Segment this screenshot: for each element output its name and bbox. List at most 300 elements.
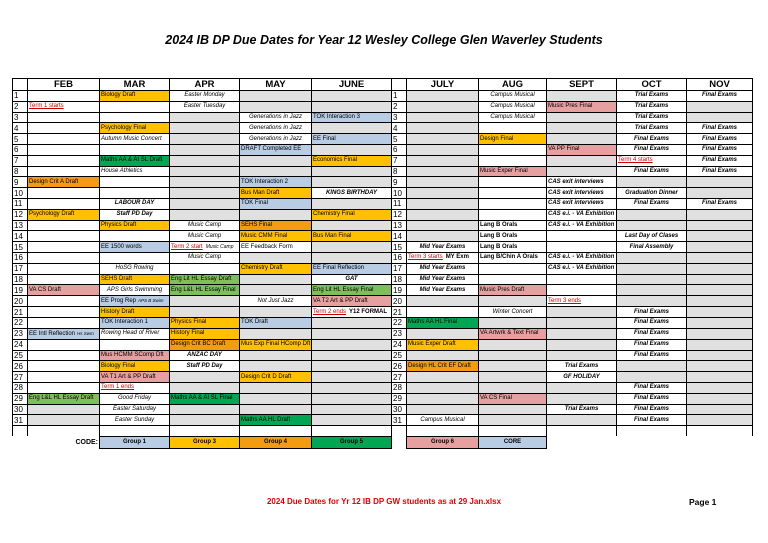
month-header-aug: AUG: [479, 79, 547, 91]
cell-aug26: [479, 361, 547, 372]
day-row: [13, 220, 753, 231]
day-number: 18: [392, 274, 407, 285]
cell-jul16: [407, 252, 479, 263]
cell-may18: [240, 274, 312, 285]
cell-apr1: Easter Monday: [170, 91, 240, 102]
day-number: 17: [13, 263, 28, 274]
spacer-cell: [687, 426, 753, 437]
cell-mar11: LABOUR DAY: [100, 198, 170, 209]
day-number: 2: [13, 101, 28, 112]
cell-aug2: Campus Musical: [479, 101, 547, 112]
cell-nov10: [687, 188, 753, 199]
cell-sep16: CAS e.i. - VA Exhibition: [547, 252, 617, 263]
day-number: 16: [13, 252, 28, 263]
cell-jun3: TOK Interaction 3: [312, 112, 392, 123]
day-number: 2: [392, 101, 407, 112]
cell-mar29: Good Friday: [100, 393, 170, 404]
cell-apr25: ANZAC DAY: [170, 350, 240, 361]
cell-aug29: VA CS Final: [479, 393, 547, 404]
cell-jun28: [312, 382, 392, 393]
day-number: 11: [392, 198, 407, 209]
cell-nov27: [687, 372, 753, 383]
cell-apr11: [170, 198, 240, 209]
cell-feb23: [28, 328, 100, 339]
day-number: 6: [392, 144, 407, 155]
cell-nov23: [687, 328, 753, 339]
music-camp-text: Music Camp: [205, 243, 234, 250]
cell-jun13: [312, 220, 392, 231]
cell-may11: TOK Final: [240, 198, 312, 209]
cell-feb12: Psychology Draft: [28, 209, 100, 220]
cell-nov16: [687, 252, 753, 263]
cell-jul13: [407, 220, 479, 231]
cell-sep20: Term 3 ends: [547, 296, 617, 307]
cell-feb7: [28, 155, 100, 166]
day-number: 22: [392, 317, 407, 328]
spacer-cell: [312, 426, 392, 437]
day-number: 23: [392, 328, 407, 339]
day-row: [13, 177, 753, 188]
cell-jun6: [312, 144, 392, 155]
cell-jul19: Mid Year Exams: [407, 285, 479, 296]
cell-jul27: [407, 372, 479, 383]
cell-jul30: [407, 404, 479, 415]
day-row: [13, 404, 753, 415]
cell-mar22: TOK Interaction 1: [100, 317, 170, 328]
cell-nov29: [687, 393, 753, 404]
day-row: [13, 307, 753, 318]
day-number: 1: [13, 91, 28, 102]
day-row: [13, 101, 753, 112]
cell-aug13: Lang B Orals: [479, 220, 547, 231]
cell-oct11: Final Exams: [617, 198, 687, 209]
cell-may19: [240, 285, 312, 296]
day-number: 22: [13, 317, 28, 328]
cell-jun7: Economics Final: [312, 155, 392, 166]
cell-aug28: [479, 382, 547, 393]
cell-may26: [240, 361, 312, 372]
cell-may23: [240, 328, 312, 339]
cell-aug10: [479, 188, 547, 199]
cell-oct8: Final Exams: [617, 166, 687, 177]
month-header-row: [13, 79, 753, 91]
day-row: [13, 112, 753, 123]
cell-nov13: [687, 220, 753, 231]
cell-mar30: Easter Saturday: [100, 404, 170, 415]
cell-jun11: [312, 198, 392, 209]
cell-aug7: [479, 155, 547, 166]
cell-may6: DRAFT Completed EE: [240, 144, 312, 155]
spacer-cell: [547, 426, 617, 437]
day-number: 31: [13, 415, 28, 426]
day-number: 8: [392, 166, 407, 177]
cell-jun14: Bus Man Final: [312, 231, 392, 242]
cell-aug3: Campus Musical: [479, 112, 547, 123]
cell-feb21: [28, 307, 100, 318]
cell-may5: Generations in Jazz: [240, 134, 312, 145]
cell-jul4: [407, 123, 479, 134]
cell-nov3: [687, 112, 753, 123]
day-number: 5: [13, 134, 28, 145]
day-row: [13, 144, 753, 155]
day-row: [13, 123, 753, 134]
cell-aug22: [479, 317, 547, 328]
cell-nov31: [687, 415, 753, 426]
cell-aug15: Lang B Orals: [479, 242, 547, 253]
cell-jun20: VA T2 Art & PP Draft: [312, 296, 392, 307]
cell-mar26: Biology Final: [100, 361, 170, 372]
cell-mar21: History Draft: [100, 307, 170, 318]
day-number: 20: [13, 296, 28, 307]
cell-feb19: VA CS Draft: [28, 285, 100, 296]
cell-oct9: [617, 177, 687, 188]
cell-oct20: [617, 296, 687, 307]
cell-may15: EE Feedback Form: [240, 242, 312, 253]
corner-cell: [13, 79, 28, 91]
code-group-5: Group 5: [312, 436, 392, 448]
day-number: 21: [13, 307, 28, 318]
cell-may1: [240, 91, 312, 102]
cell-may16: [240, 252, 312, 263]
cell-oct7: Term 4 starts: [617, 155, 687, 166]
cell-sep6: VA PP Final: [547, 144, 617, 155]
code-group-3: Group 3: [170, 436, 240, 448]
cell-jun23: [312, 328, 392, 339]
cell-jun1: [312, 91, 392, 102]
cell-apr4: [170, 123, 240, 134]
cell-jul25: [407, 350, 479, 361]
cell-nov1: Final Exams: [687, 91, 753, 102]
cell-apr18: Eng Lit HL Essay Draft: [170, 274, 240, 285]
cell-jun19: Eng Lit HL Essay Final: [312, 285, 392, 296]
cell-apr21: [170, 307, 240, 318]
cell-aug14: Lang B Orals: [479, 231, 547, 242]
spacer-cell: [170, 426, 240, 437]
cell-sep22: [547, 317, 617, 328]
cell-jul23: [407, 328, 479, 339]
cell-jul20: [407, 296, 479, 307]
cell-aug16: Lang B/Chin A Orals: [479, 252, 547, 263]
cell-oct18: [617, 274, 687, 285]
day-number: 24: [13, 339, 28, 350]
cell-sep13: CAS e.i. - VA Exhibition: [547, 220, 617, 231]
term-2-start-text: Term 2 start: [171, 243, 203, 250]
cell-jun16: [312, 252, 392, 263]
cell-jun25: [312, 350, 392, 361]
day-row: [13, 263, 753, 274]
cell-nov19: [687, 285, 753, 296]
cell-jul11: [407, 198, 479, 209]
day-number: 15: [392, 242, 407, 253]
day-row: [13, 231, 753, 242]
cell-aug25: [479, 350, 547, 361]
cell-feb11: [28, 198, 100, 209]
day-row: [13, 242, 753, 253]
cell-may13: SEHS Final: [240, 220, 312, 231]
cell-apr9: [170, 177, 240, 188]
cell-aug31: [479, 415, 547, 426]
cell-mar6: [100, 144, 170, 155]
cell-aug17: [479, 263, 547, 274]
cell-may21: [240, 307, 312, 318]
cell-feb24: [28, 339, 100, 350]
cell-oct28: Final Exams: [617, 382, 687, 393]
cell-apr30: [170, 404, 240, 415]
cell-aug24: [479, 339, 547, 350]
month-header-mar: MAR: [100, 79, 170, 91]
cell-jul6: [407, 144, 479, 155]
day-col-header: [392, 79, 407, 91]
cell-nov20: [687, 296, 753, 307]
cell-jun5: EE Final: [312, 134, 392, 145]
cell-mar13: Physics Draft: [100, 220, 170, 231]
cell-jun10: KINGS BIRTHDAY: [312, 188, 392, 199]
cell-aug27: [479, 372, 547, 383]
cell-jul10: [407, 188, 479, 199]
cell-mar16: [100, 252, 170, 263]
day-number: 27: [392, 372, 407, 383]
cell-apr3: [170, 112, 240, 123]
cell-may10: Bus Man Draft: [240, 188, 312, 199]
day-number: 14: [13, 231, 28, 242]
cell-nov5: Final Exams: [687, 134, 753, 145]
day-number: 6: [13, 144, 28, 155]
cell-may28: [240, 382, 312, 393]
cell-oct6: Final Exams: [617, 144, 687, 155]
ee-intl-reflection-text: EE Intl Reflection: [29, 330, 76, 337]
day-row: [13, 296, 753, 307]
cell-mar9: [100, 177, 170, 188]
day-number: 26: [392, 361, 407, 372]
day-row: [13, 382, 753, 393]
day-row: [13, 393, 753, 404]
cell-mar28: Term 1 ends: [100, 382, 170, 393]
cell-oct10: Graduation Dinner: [617, 188, 687, 199]
code-core: CORE: [479, 436, 547, 448]
cell-mar23: Rowing Head of River: [100, 328, 170, 339]
cell-nov15: [687, 242, 753, 253]
day-number: 30: [13, 404, 28, 415]
cell-jul8: [407, 166, 479, 177]
day-number: 19: [392, 285, 407, 296]
day-row: [13, 252, 753, 263]
cell-nov28: [687, 382, 753, 393]
cell-mar10: [100, 188, 170, 199]
cell-feb16: [28, 252, 100, 263]
cell-jun29: [312, 393, 392, 404]
cell-sep9: CAS exit interviews: [547, 177, 617, 188]
cell-oct31: Final Exams: [617, 415, 687, 426]
day-row: [13, 339, 753, 350]
day-row: [13, 188, 753, 199]
due-dates-table: [12, 78, 753, 449]
cell-aug6: [479, 144, 547, 155]
cell-jul17: Mid Year Exams: [407, 263, 479, 274]
day-number: 20: [392, 296, 407, 307]
cell-jul14: [407, 231, 479, 242]
page-number: Page 1: [689, 497, 717, 507]
code-blank: [392, 436, 407, 448]
cell-mar31: Easter Sunday: [100, 415, 170, 426]
cell-sep7: [547, 155, 617, 166]
cell-aug19: Music Pres Draft: [479, 285, 547, 296]
code-blank: [13, 436, 28, 448]
day-number: 5: [392, 134, 407, 145]
cell-sep10: CAS exit interviews: [547, 188, 617, 199]
cell-apr22: Physics Final: [170, 317, 240, 328]
day-number: 12: [392, 209, 407, 220]
cell-jul18: Mid Year Exams: [407, 274, 479, 285]
cell-mar25: Mus HCMM SComp Dft: [100, 350, 170, 361]
cell-apr6: [170, 144, 240, 155]
cell-apr29: Maths AA & AI SL Final: [170, 393, 240, 404]
day-number: 25: [392, 350, 407, 361]
cell-mar15: EE 1500 words: [100, 242, 170, 253]
cell-feb3: [28, 112, 100, 123]
code-blank: [547, 436, 617, 448]
cell-jun8: [312, 166, 392, 177]
cell-mar3: [100, 112, 170, 123]
cell-jul15: Mid Year Exams: [407, 242, 479, 253]
cell-oct14: Last Day of Clases: [617, 231, 687, 242]
cell-jun21: [312, 307, 392, 318]
cell-sep29: [547, 393, 617, 404]
cell-jun17: EE Final Reflection: [312, 263, 392, 274]
cell-sep19: [547, 285, 617, 296]
cell-oct22: Final Exams: [617, 317, 687, 328]
day-number: 3: [392, 112, 407, 123]
day-row: [13, 285, 753, 296]
cell-jun9: [312, 177, 392, 188]
day-row: [13, 317, 753, 328]
cell-feb25: [28, 350, 100, 361]
cell-nov18: [687, 274, 753, 285]
cell-nov14: [687, 231, 753, 242]
cell-feb4: [28, 123, 100, 134]
cell-oct27: [617, 372, 687, 383]
code-group-1: Group 1: [100, 436, 170, 448]
cell-may3: Generations in Jazz: [240, 112, 312, 123]
cell-mar1: Biology Draft: [100, 91, 170, 102]
cell-sep15: [547, 242, 617, 253]
cell-may25: [240, 350, 312, 361]
day-row: [13, 155, 753, 166]
day-row: [13, 372, 753, 383]
spacer-row: [13, 426, 753, 437]
cell-oct13: [617, 220, 687, 231]
cell-feb17: [28, 263, 100, 274]
cell-sep21: [547, 307, 617, 318]
cell-oct3: Trial Exams: [617, 112, 687, 123]
day-row: [13, 361, 753, 372]
code-group-4: Group 4: [240, 436, 312, 448]
day-number: 26: [13, 361, 28, 372]
day-number: 7: [13, 155, 28, 166]
term-2-ends-text: Term 2 ends: [313, 308, 347, 315]
y12-formal-text: Y12 FORMAL: [349, 308, 388, 315]
page-title: 2024 IB DP Due Dates for Year 12 Wesley College Glen Waverley Students: [165, 33, 603, 47]
cell-aug21: Winter Concert: [479, 307, 547, 318]
cell-apr14: Music Camp: [170, 231, 240, 242]
day-row: [13, 274, 753, 285]
cell-may30: [240, 404, 312, 415]
cell-nov25: [687, 350, 753, 361]
cell-mar18: SEHS Draft: [100, 274, 170, 285]
cell-jul5: [407, 134, 479, 145]
day-number: 30: [392, 404, 407, 415]
day-number: 7: [392, 155, 407, 166]
cell-jul3: [407, 112, 479, 123]
cell-may29: [240, 393, 312, 404]
cell-oct1: Trial Exams: [617, 91, 687, 102]
day-row: [13, 134, 753, 145]
month-header-jun: JUNE: [312, 79, 392, 91]
cell-jun2: [312, 101, 392, 112]
cell-may31: Maths AA HL Draft: [240, 415, 312, 426]
day-row: [13, 328, 753, 339]
cell-jun27: [312, 372, 392, 383]
cell-mar8: House Athletics: [100, 166, 170, 177]
cell-nov9: [687, 177, 753, 188]
cell-apr16: Music Camp: [170, 252, 240, 263]
cell-jun26: [312, 361, 392, 372]
day-number: 9: [13, 177, 28, 188]
cell-aug4: [479, 123, 547, 134]
cell-mar12: Staff PD Day: [100, 209, 170, 220]
cell-apr28: [170, 382, 240, 393]
cell-may8: [240, 166, 312, 177]
cell-nov22: [687, 317, 753, 328]
day-row: [13, 350, 753, 361]
cell-apr26: Staff PD Day: [170, 361, 240, 372]
month-header-nov: NOV: [687, 79, 753, 91]
cell-feb28: [28, 382, 100, 393]
cell-mar20: [100, 296, 170, 307]
cell-mar24: [100, 339, 170, 350]
day-number: 27: [13, 372, 28, 383]
day-number: 23: [13, 328, 28, 339]
cell-sep8: [547, 166, 617, 177]
cell-jul29: [407, 393, 479, 404]
cell-aug8: Music Exper Final: [479, 166, 547, 177]
day-number: 25: [13, 350, 28, 361]
cell-jun31: [312, 415, 392, 426]
code-label: CODE:: [75, 438, 98, 446]
cell-jul24: Music Exper Draft: [407, 339, 479, 350]
cell-apr23: History Final: [170, 328, 240, 339]
cell-oct17: [617, 263, 687, 274]
cell-aug1: Campus Musical: [479, 91, 547, 102]
cell-oct2: Trial Exams: [617, 101, 687, 112]
cell-aug9: [479, 177, 547, 188]
cell-jul2: [407, 101, 479, 112]
day-number: 13: [392, 220, 407, 231]
cell-jun4: [312, 123, 392, 134]
day-number: 15: [13, 242, 28, 253]
cell-aug11: [479, 198, 547, 209]
day-number: 16: [392, 252, 407, 263]
cell-may7: [240, 155, 312, 166]
cell-sep3: [547, 112, 617, 123]
spacer-cell: [392, 426, 407, 437]
day-number: 13: [13, 220, 28, 231]
cell-sep14: [547, 231, 617, 242]
cell-jun22: [312, 317, 392, 328]
cell-may22: TOK Draft: [240, 317, 312, 328]
day-number: 31: [392, 415, 407, 426]
spacer-cell: [28, 426, 100, 437]
cell-oct21: Final Exams: [617, 307, 687, 318]
